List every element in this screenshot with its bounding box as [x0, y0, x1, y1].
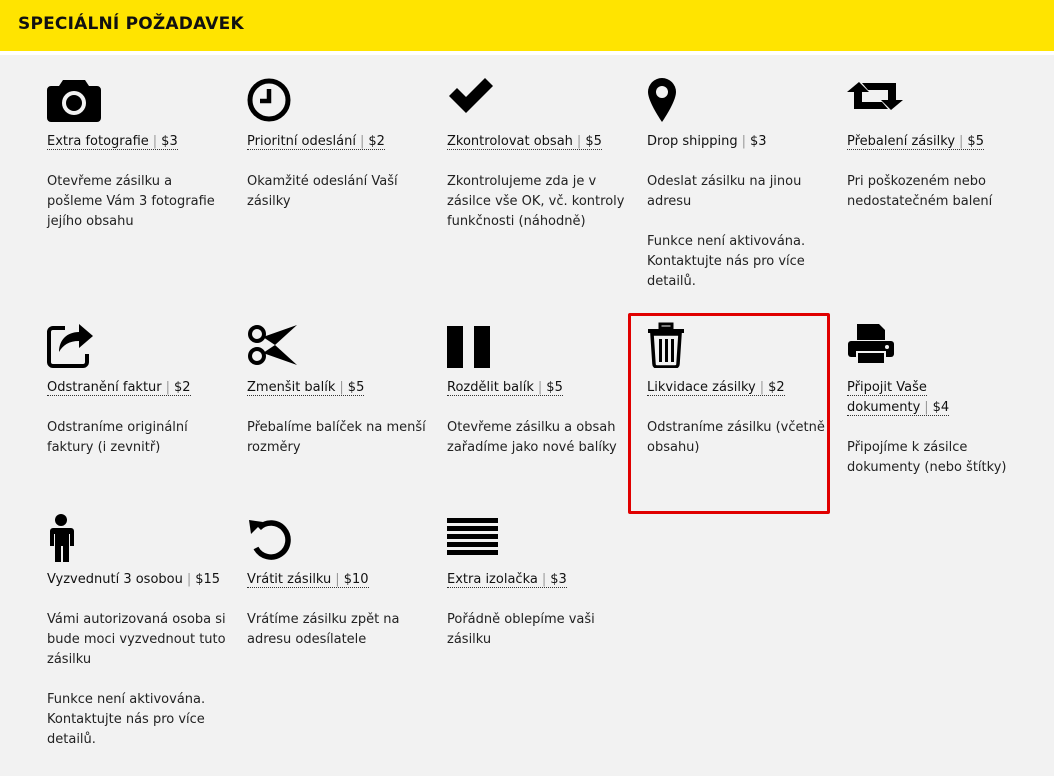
camera-icon [47, 70, 227, 124]
option-description: Okamžité odeslání Vaší zásilky [247, 174, 398, 209]
option-title[interactable]: Odstranění faktur | $2 [47, 380, 191, 395]
scissors-icon [247, 316, 427, 370]
undo-icon [247, 508, 427, 562]
printer-icon [847, 316, 1027, 370]
option-description: Otevřeme zásilku a obsah zařadíme jako nové balíky [447, 420, 617, 455]
option-extra-photos[interactable] [47, 70, 227, 232]
option-split-package[interactable] [447, 316, 627, 458]
option-priority-shipping[interactable] [247, 70, 427, 212]
option-title[interactable]: Rozdělit balík | $5 [447, 380, 563, 395]
option-title[interactable]: Vrátit zásilku | $10 [247, 572, 369, 587]
option-description: Připojíme k zásilce dokumenty (nebo štítky) [847, 440, 1007, 475]
option-note: Funkce není aktivována. Kontaktujte nás pro více detailů. [647, 234, 806, 289]
checkmark-icon [447, 70, 627, 124]
retweet-icon [847, 70, 1027, 124]
option-return-package[interactable] [247, 508, 427, 650]
option-title[interactable]: Připojit Vaše dokumenty | $4 [847, 380, 950, 415]
option-note: Funkce není aktivována. Kontaktujte nás pro více detailů. [47, 692, 206, 747]
person-icon [47, 508, 227, 562]
option-description: Vámi autorizovaná osoba si bude moci vyzvednout tuto zásilku [47, 612, 226, 667]
option-title[interactable]: Drop shipping | $3 [647, 134, 767, 149]
option-title[interactable]: Likvidace zásilky | $2 [647, 380, 785, 395]
option-title[interactable]: Extra izolačka | $3 [447, 572, 567, 587]
option-description: Otevřeme zásilku a pošleme Vám 3 fotografie jejího obsahu [47, 174, 215, 229]
selection-highlight [628, 313, 830, 514]
option-remove-invoices[interactable] [47, 316, 227, 458]
option-description: Odstraníme originální faktury (i zevnitř) [47, 420, 188, 455]
bars-icon [447, 508, 627, 562]
option-title[interactable]: Prioritní odeslání | $2 [247, 134, 385, 149]
option-attach-documents[interactable] [847, 316, 1027, 478]
option-description: Odeslat zásilku na jinou adresu [647, 174, 802, 209]
share-icon [47, 316, 227, 370]
section-header [0, 0, 1054, 51]
option-description: Přebalíme balíček na menší rozměry [247, 420, 426, 455]
pause-icon [447, 316, 627, 370]
option-description: Odstraníme zásilku (včetně obsahu) [647, 420, 825, 455]
option-title[interactable]: Vyzvednutí 3 osobou | $15 [47, 572, 221, 587]
option-shrink-package[interactable] [247, 316, 427, 458]
option-third-party-pickup[interactable] [47, 508, 227, 750]
option-title[interactable]: Extra fotografie | $3 [47, 134, 178, 149]
option-title[interactable]: Přebalení zásilky | $5 [847, 134, 984, 149]
option-description: Pořádně oblepíme vaši zásilku [447, 612, 595, 647]
map-pin-icon [647, 70, 827, 124]
option-drop-shipping[interactable] [647, 70, 827, 292]
option-title[interactable]: Zkontrolovat obsah | $5 [447, 134, 602, 149]
clock-icon [247, 70, 427, 124]
option-extra-tape[interactable] [447, 508, 627, 650]
option-description: Vrátíme zásilku zpět na adresu odesílatele [247, 612, 400, 647]
option-check-contents[interactable] [447, 70, 627, 232]
page-title: SPECIÁLNÍ POŽADAVEK [18, 14, 244, 34]
option-title[interactable]: Zmenšit balík | $5 [247, 380, 365, 395]
option-description: Zkontrolujeme zda je v zásilce vše OK, vč. kontroly funkčnosti (náhodně) [447, 174, 625, 229]
option-repack[interactable] [847, 70, 1027, 212]
option-description: Pri poškozeném nebo nedostatečném balení [847, 174, 993, 209]
header-divider [0, 51, 1054, 55]
